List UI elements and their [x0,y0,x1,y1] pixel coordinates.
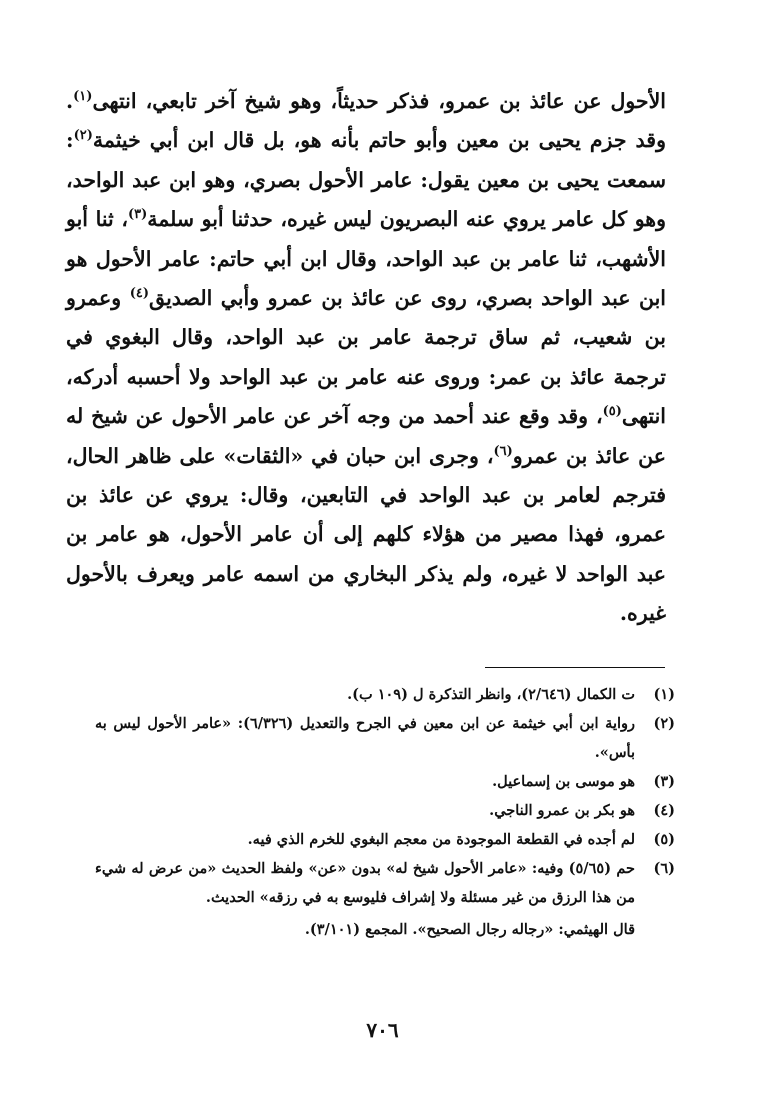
text-segment: : سمعت يحيى بن معين يقول: عامر الأحول بصري، وهو ابن عبد الواحد، وهو كل عامر يروي عنه البصريون ليس غيره، حدثنا أبو سلمة [66,128,666,232]
footnote-ref[interactable]: (٦) [493,443,513,459]
text-segment: ، ثنا أبو الأشهب، ثنا عامر بن عبد الواحد، وقال ابن أبي حاتم: عامر الأحول هو ابن عبد الواحد بصري، روى عن عائذ بن عمرو وأبي الصديق [66,207,666,311]
footnote-number: (٢) [653,715,675,732]
footnote-item [95,825,675,854]
text-segment: وعمرو بن شعيب، ثم ساق ترجمة عامر بن عبد الواحد، وقال البغوي في ترجمة عائذ بن عمر: وروى عنه عامر بن عبد الواحد ولا أحسبه أدركه، انتهى [66,286,666,429]
footnote-text: هو موسى بن إسماعيل. [492,773,635,790]
text-segment: ، وجرى ابن حبان في «الثقات» على ظاهر الحال، فترجم لعامر بن عبد الواحد في التابعين، وقال: يروي عن عائذ بن عمرو، فهذا مصير من هؤلاء كلهم إلى أن عامر الأحول، هو عامر بن عبد الواحد لا غيره، ولم يذكر البخاري من اسمه عامر ويعرف بالأحول غيره. [66,443,666,626]
footnote-text: حم (٥/٦٥) وفيه: «عامر الأحول شيخ له» بدون «عن» ولفظ الحديث «من عرض له شيء من هذا الرزق من غير مسئلة ولا إشراف فليوسع به في رزقه» الحديث. [95,860,635,906]
footnote-item [95,854,675,912]
footnotes [95,680,675,944]
footnote-item [95,709,675,767]
footnote-number: (٣) [653,773,675,790]
text-segment: الأحول عن عائذ بن عمرو، فذكر حديثاً، وهو شيخ آخر تابعي، انتهى [92,89,666,113]
footnote-ref[interactable]: (٣) [127,207,148,223]
footnote-item [95,796,675,825]
footnote-text: رواية ابن أبي خيثمة عن ابن معين في الجرح والتعديل (٦/٣٢٦): «عامر الأحول ليس به بأس». [95,715,636,761]
footnote-text: لم أجده في القطعة الموجودة من معجم البغوي للخرم الذي فيه. [247,831,635,848]
footnote-item [95,767,675,796]
main-text [66,82,666,634]
footnote-text: ت الكمال (٢/٦٤٦)، وانظر التذكرة ل (١٠٩ ب). [347,686,635,703]
footnote-text: هو بكر بن عمرو الناجي. [489,802,635,819]
footnote-number: (٦) [653,860,675,877]
text-segment: ، وقد وقع عند أحمد من وجه آخر عن عامر الأحول عن شيخ له عن عائذ بن عمرو [66,404,666,468]
footnote-number: (٥) [653,831,675,848]
page-number: ٧٠٦ [366,1018,399,1042]
footnote-item [95,680,675,709]
footnote-number: (١) [653,686,675,703]
text-segment: . وقد جزم يحيى بن معين وأبو حاتم بأنه هو، بل قال ابن أبي خيثمة [66,89,666,153]
footnote-ref[interactable]: (١) [73,89,93,105]
footnote-continuation: قال الهيثمي: «رجاله رجال الصحيح». المجمع (٣/١٠١). [304,921,635,938]
footnote-number: (٤) [653,802,675,819]
footnote-separator [485,667,665,668]
footnote-ref[interactable]: (٢) [73,128,93,144]
footnote-ref[interactable]: (٥) [602,404,622,420]
footnote-ref[interactable]: (٤) [129,286,149,302]
